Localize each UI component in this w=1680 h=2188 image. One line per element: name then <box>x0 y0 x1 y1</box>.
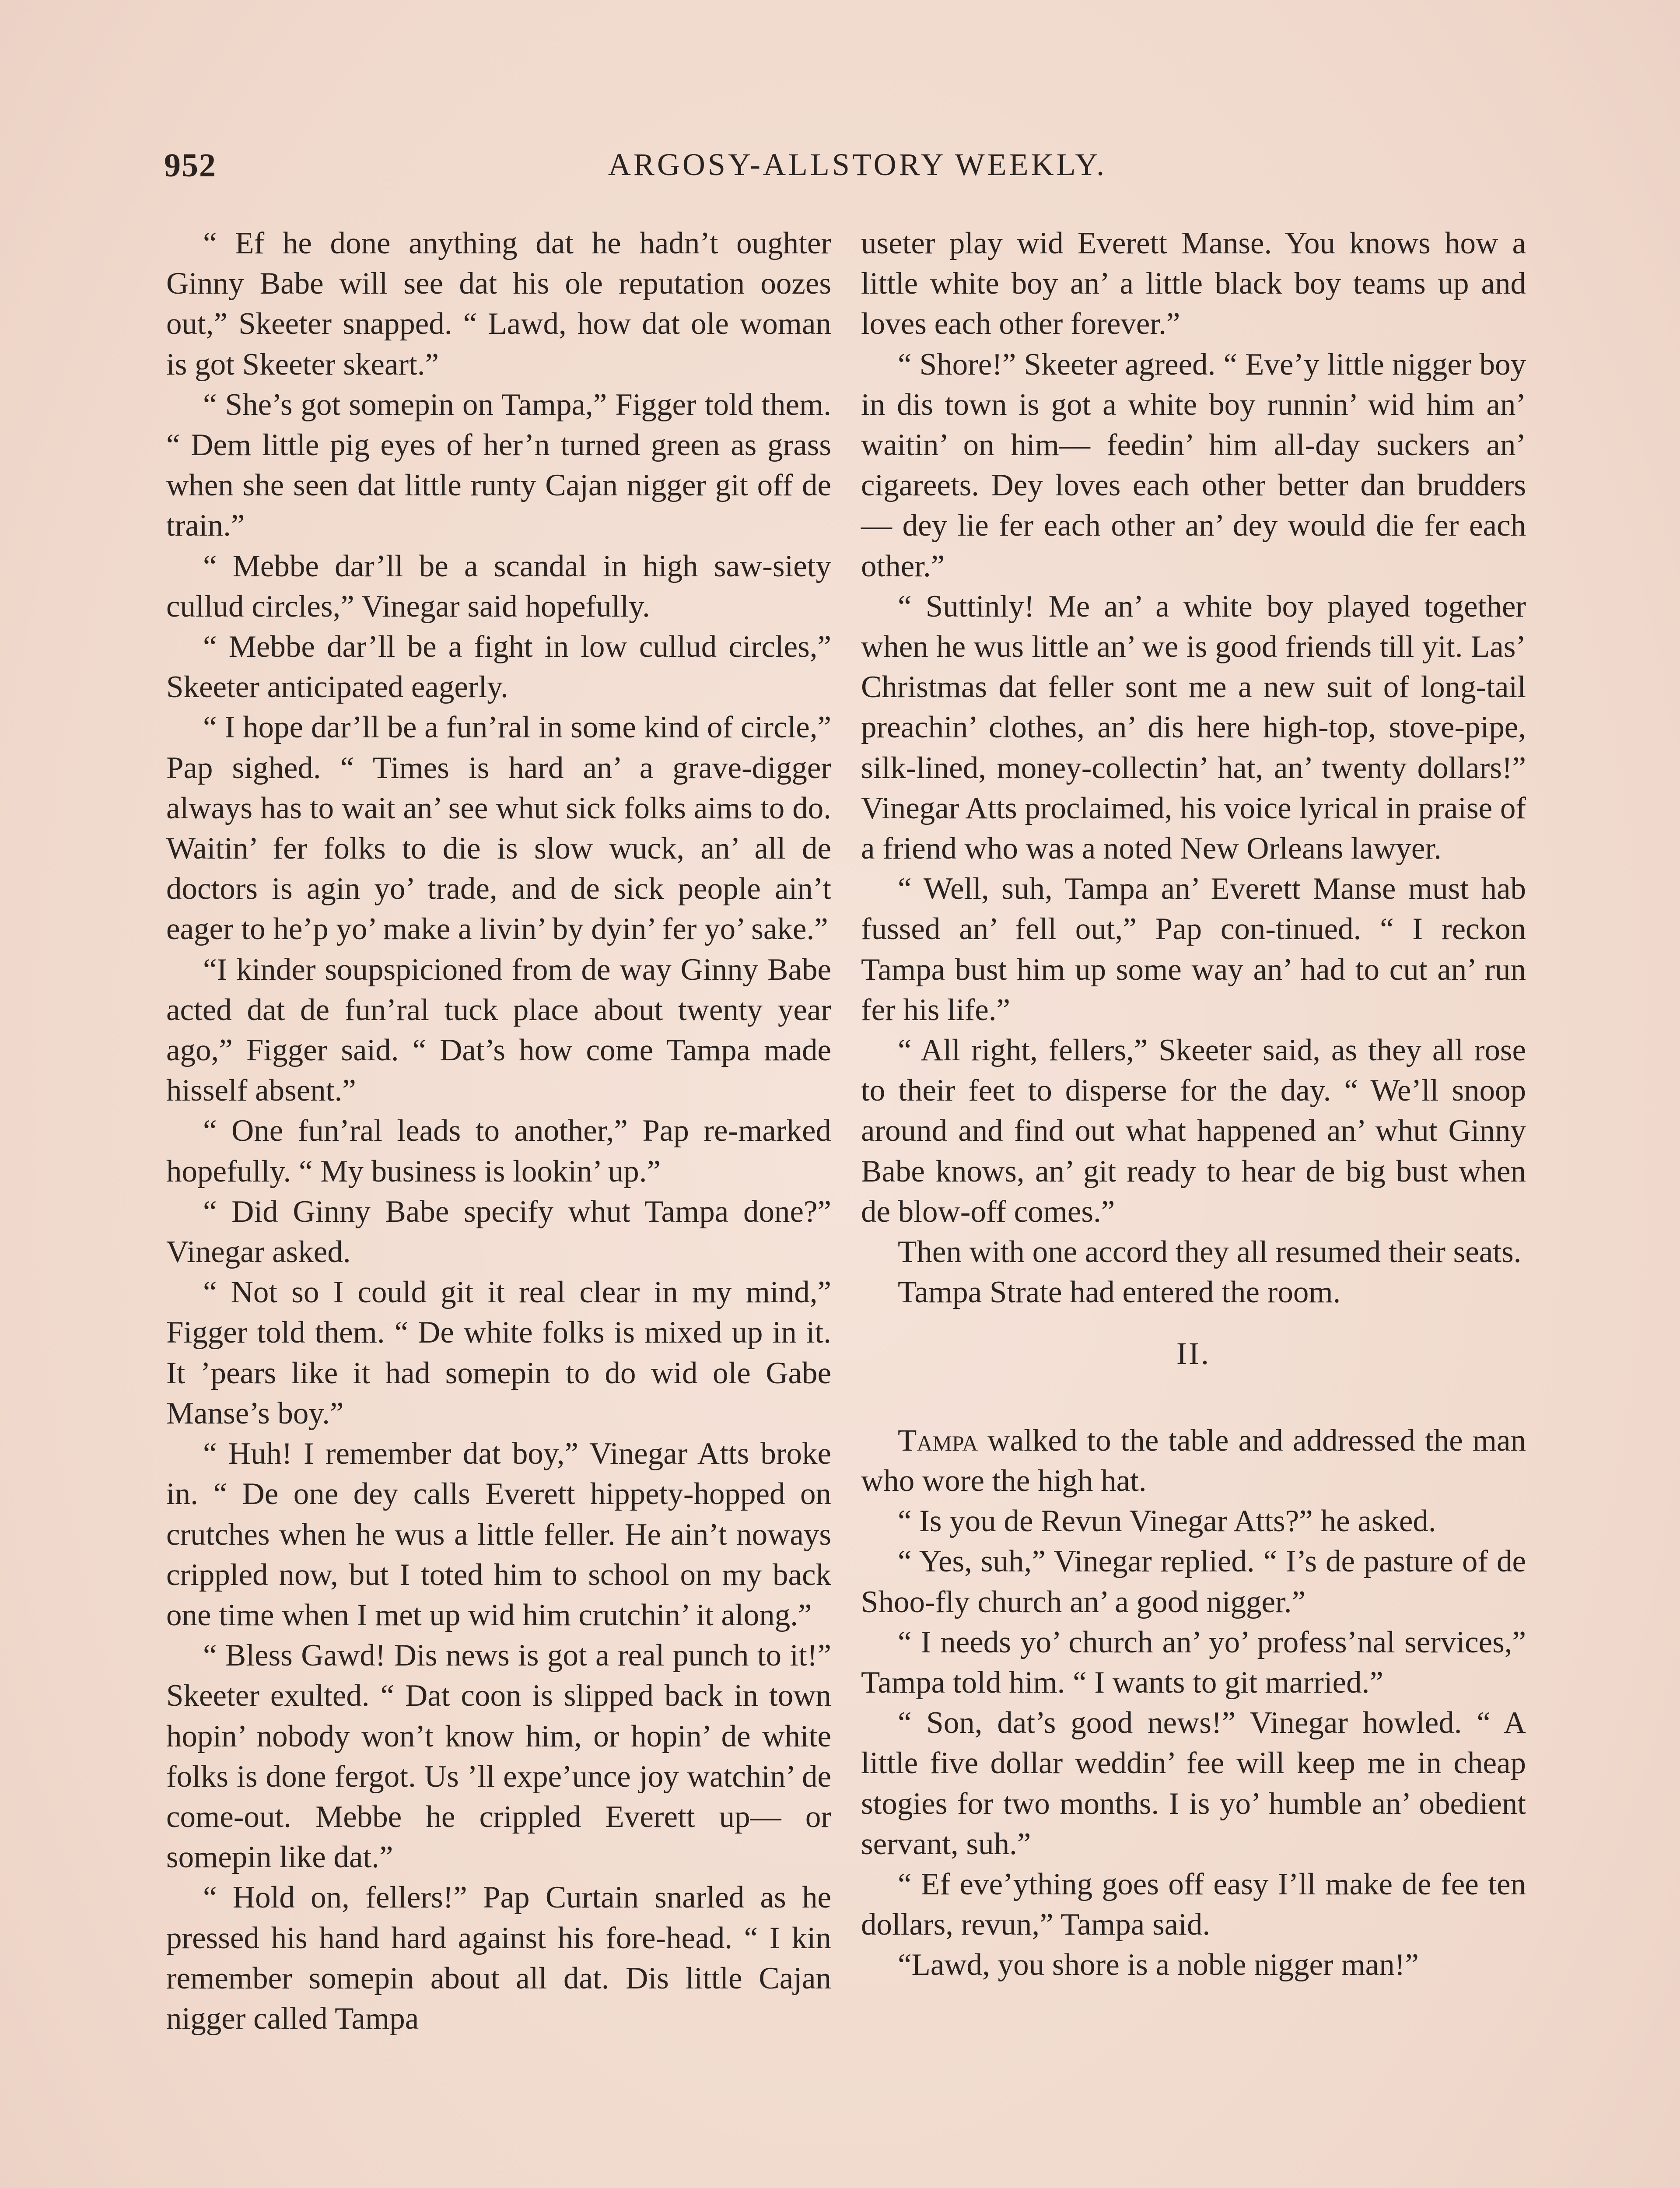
paragraph: useter play wid Everett Manse. You knows how a little white boy an’ a little black boy teams up and loves each other forever.” <box>861 226 1526 341</box>
paragraph: “ I needs yo’ church an’ yo’ profess’nal services,” Tampa told him. “ I wants to git married.” <box>861 1625 1526 1700</box>
paragraph: “ Well, suh, Tampa an’ Everett Manse must hab fussed an’ fell out,” Pap con-tinued. “ I reckon Tampa bust him up some way an’ had to cut an’ run fer his life.” <box>861 872 1526 1027</box>
paragraph: “ Not so I could git it real clear in my mind,” Figger told them. “ De white folks is mixed up in it. It ’pears like it had somepin to do wid ole Gabe Manse’s boy.” <box>166 1275 831 1431</box>
paragraph: “ One fun’ral leads to another,” Pap re-marked hopefully. “ My business is lookin’ up.” <box>166 1114 831 1189</box>
paragraph: “ Is you de Revun Vinegar Atts?” he asked. <box>898 1504 1436 1539</box>
paragraph: “ Bless Gawd! Dis news is got a real punch to it!” Skeeter exulted. “ Dat coon is slipped back in town hopin’ nobody won’t know him, or hopin’ de white folks is done fergot. Us ’ll expe’unce joy watchin’ de come-out. Mebbe he crippled Everett up— or somepin like dat.” <box>166 1638 831 1875</box>
paragraph: “ Huh! I remember dat boy,” Vinegar Atts broke in. “ De one dey calls Everett hippety-hopped on crutches when he wus a little feller. He ain’t noways crippled now, but I toted him to school on my back one time when I met up wid him crutchin’ it along.” <box>166 1437 831 1632</box>
paragraph: Tampa Strate had entered the room. <box>898 1275 1341 1310</box>
paragraph: “ Shore!” Skeeter agreed. “ Eve’y little nigger boy in dis town is got a white boy runnin’ wid him an’ waitin’ on him— feedin’ him all-day suckers an’ cigareets. Dey loves each other better dan brudders— dey lie fer each other an’ dey would die fer each other.” <box>861 347 1526 583</box>
running-head: ARGOSY-ALLSTORY WEEKLY. <box>608 147 1107 182</box>
paragraph: “ Mebbe dar’ll be a scandal in high saw-siety cullud circles,” Vinegar said hopefully. <box>166 549 831 624</box>
paragraph: Then with one accord they all resumed their seats. <box>898 1235 1522 1269</box>
paragraph: “ Did Ginny Babe specify whut Tampa done?” Vinegar asked. <box>166 1194 831 1269</box>
paragraph: “ Mebbe dar’ll be a fight in low cullud circles,” Skeeter anticipated eagerly. <box>166 630 831 705</box>
section-first-rest: walked to the table and addressed the man who wore the high hat. <box>861 1423 1526 1498</box>
paragraph: “I kinder soupspicioned from de way Ginny Babe acted dat de fun’ral tuck place about twenty year ago,” Figger said. “ Dat’s how come Tampa made hisself absent.” <box>166 952 831 1108</box>
paragraph: “ I hope dar’ll be a fun’ral in some kind of circle,” Pap sighed. “ Times is hard an’ a grave-digger always has to wait an’ see whut sick folks aims to do. Waitin’ fer folks to die is slow wuck, an’ all de doctors is agin yo’ trade, and de sick people ain’t eager to he’p yo’ make a livin’ by dyin’ fer yo’ sake.” <box>166 710 831 947</box>
paragraph: “Lawd, you shore is a noble nigger man!” <box>898 1948 1419 1982</box>
section-first-word: Tampa <box>898 1423 978 1458</box>
paragraph: “ All right, fellers,” Skeeter said, as they all rose to their feet to disperse for the day. “ We’ll snoop around and find out what happened an’ whut Ginny Babe knows, an’ git ready to hear de big bust when de blow-off comes.” <box>861 1033 1526 1229</box>
paragraph: “ Hold on, fellers!” Pap Curtain snarled as he pressed his hand hard against his fore-head. “ I kin remember somepin about all dat. Dis little Cajan nigger called Tampa <box>166 1880 831 2036</box>
page-number: 952 <box>164 147 217 184</box>
paragraph: “ She’s got somepin on Tampa,” Figger told them. “ Dem little pig eyes of her’n turned green as grass when she seen dat little runty Cajan nigger git off de train.” <box>166 387 831 543</box>
section-opening-paragraph <box>861 1420 1526 1501</box>
paragraph: “ Son, dat’s good news!” Vinegar howled. “ A little five dollar weddin’ fee will keep me in cheap stogies for two months. I is yo’ humble an’ obedient servant, suh.” <box>861 1706 1526 1861</box>
right-column <box>861 223 1526 1985</box>
paragraph: “ Suttinly! Me an’ a white boy played together when he wus little an’ we is good friends till yit. Las’ Christmas dat feller sont me a new suit of long-tail preachin’ clothes, an’ dis here high-top, stove-pipe, silk-lined, money-collectin’ hat, an’ twenty dollars!” Vinegar Atts proclaimed, his voice lyrical in praise of a friend who was a noted New Orleans lawyer. <box>861 589 1526 866</box>
paragraph: “ Yes, suh,” Vinegar replied. “ I’s de pasture of de Shoo-fly church an’ a good nigger.” <box>861 1544 1526 1619</box>
section-heading: II. <box>1176 1336 1211 1371</box>
left-column <box>166 223 831 2039</box>
paragraph: “ Ef eve’ything goes off easy I’ll make de fee ten dollars, revun,” Tampa said. <box>861 1867 1526 1942</box>
page-header <box>164 147 1551 195</box>
paragraph: “ Ef he done anything dat he hadn’t oughter Ginny Babe will see dat his ole reputation oozes out,” Skeeter snapped. “ Lawd, how dat ole woman is got Skeeter skeart.” <box>166 226 831 382</box>
